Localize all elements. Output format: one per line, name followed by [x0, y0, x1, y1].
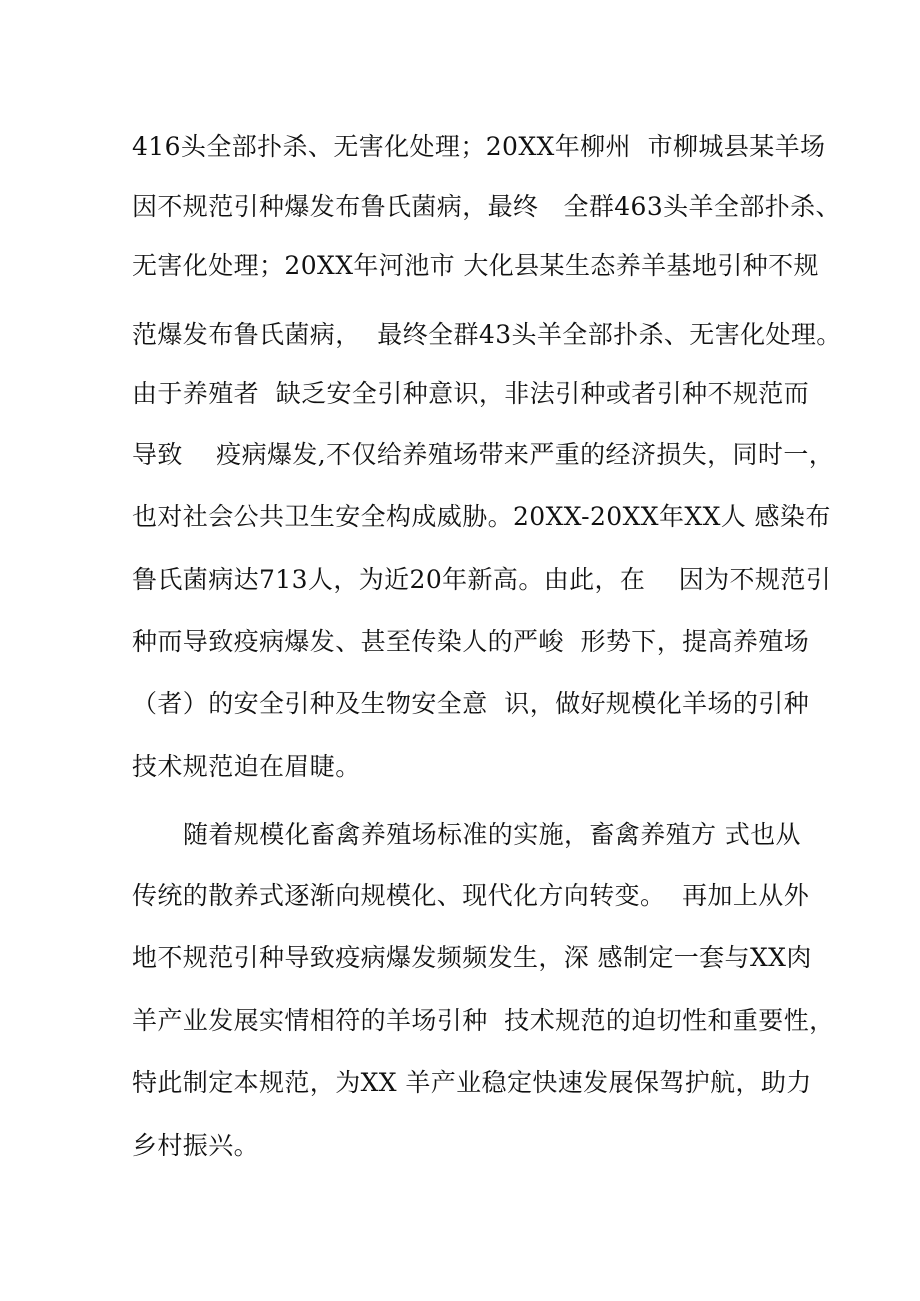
text-line: 由于养殖者 缺乏安全引种意识，非法引种或者引种不规范而 [132, 379, 810, 408]
text-line: 因不规范引种爆发布鲁氏菌病，最终 全群463头羊全部扑杀、 [132, 192, 841, 221]
text-line: 乡村振兴。 [132, 1131, 260, 1160]
text-line: 特此制定本规范，为XX 羊产业稳定快速发展保驾护航，助力 [132, 1068, 812, 1097]
text-line: 无害化处理；20XX年河池市 大化县某生态养羊基地引种不规 [132, 251, 819, 280]
text-line: 技术规范迫在眉睫。 [132, 752, 361, 781]
text-line: 传统的散养式逐渐向规模化、现代化方向转变。 再加上从外 [132, 881, 810, 910]
text-line: 鲁氏菌病达713人，为近20年新高。由此，在 因为不规范引 [132, 565, 832, 594]
text-line: 导致 疫病爆发,不仅给养殖场带来严重的经济损失，同时一， [132, 440, 835, 469]
text-line: （者）的安全引种及生物安全意 识，做好规模化羊场的引种 [132, 689, 810, 718]
text-line: 羊产业发展实情相符的羊场引种 技术规范的迫切性和重要性， [132, 1006, 835, 1035]
text-line: 也对社会公共卫生安全构成威胁。20XX-20XX年XX人 感染布 [132, 502, 831, 531]
text-line: 范爆发布鲁氏菌病， 最终全群43头羊全部扑杀、无害化处理。 [132, 320, 842, 349]
text-line: 地不规范引种导致疫病爆发频频发生，深 感制定一套与XX肉 [132, 943, 812, 972]
text-line: 种而导致疫病爆发、甚至传染人的严峻 形势下，提高养殖场 [132, 627, 810, 656]
text-line: 随着规模化畜禽养殖场标准的实施，畜禽养殖方 式也从 [183, 820, 801, 849]
text-line: 416头全部扑杀、无害化处理；20XX年柳州 市柳城县某羊场 [132, 132, 826, 161]
